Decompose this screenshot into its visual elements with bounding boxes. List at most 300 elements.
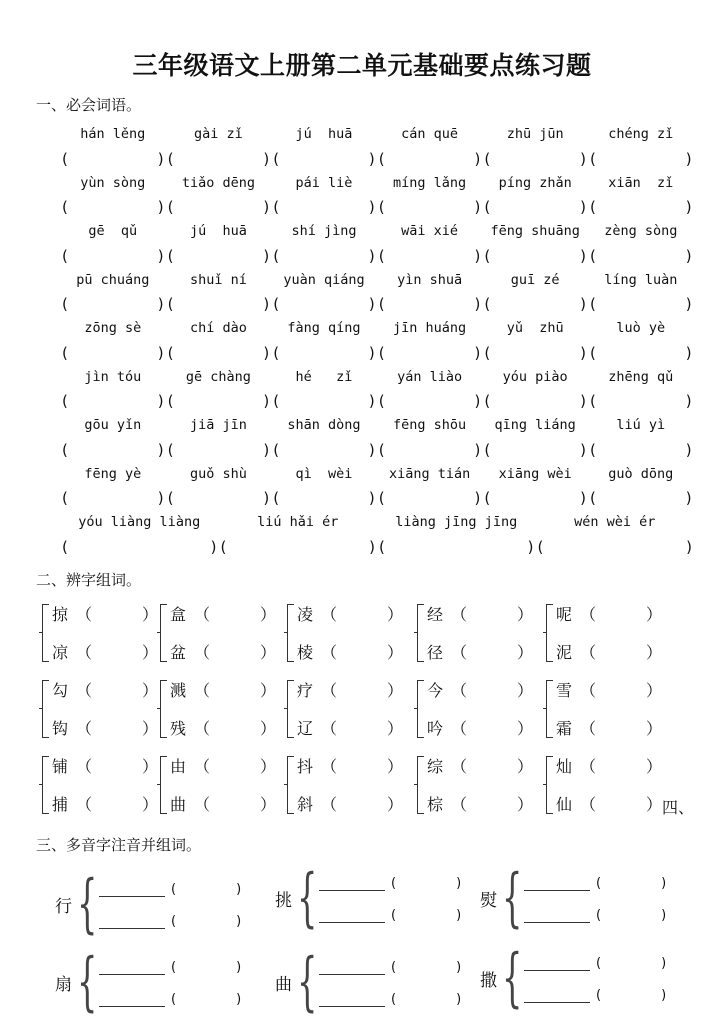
pinyin-word: wāi xié xyxy=(401,223,459,240)
word-blank-open[interactable]: （ xyxy=(76,681,93,700)
reading-row: ( ) xyxy=(524,908,666,923)
pinyin-blank[interactable] xyxy=(99,973,165,975)
word-blank-close: ） xyxy=(387,681,404,700)
answer-blank[interactable]: ( ) xyxy=(273,440,375,459)
answer-blank[interactable]: ( ) xyxy=(378,392,481,410)
word-blank-open[interactable]: （ xyxy=(194,605,211,624)
answer-blank[interactable]: ( ) xyxy=(273,343,375,362)
word-blank-close: ） xyxy=(517,719,534,738)
word-blank-open[interactable]: （ xyxy=(321,605,338,624)
word-blank-close: ） xyxy=(517,795,534,814)
char-line xyxy=(556,754,666,777)
char-line xyxy=(52,792,162,815)
curly-brace-icon: { xyxy=(502,941,523,1015)
word-blank-open[interactable]: （ xyxy=(194,643,211,662)
char: 凌 xyxy=(297,605,314,624)
char-line xyxy=(52,640,162,663)
answer-blank[interactable]: ( ) xyxy=(378,149,481,168)
pinyin-blank[interactable] xyxy=(319,973,385,975)
word-blank-open[interactable]: （ xyxy=(580,795,597,814)
pinyin-row xyxy=(60,316,694,341)
word-blank-open[interactable]: （ xyxy=(194,719,211,738)
char-pair xyxy=(417,600,537,676)
char-line xyxy=(427,602,537,625)
char: 铺 xyxy=(52,757,69,776)
char: 辽 xyxy=(297,719,314,738)
word-blank-close: ） xyxy=(260,643,277,662)
word-blank-close: ） xyxy=(646,681,663,700)
answer-blank[interactable]: ( ) xyxy=(167,246,270,265)
pinyin-word: yǔ zhū xyxy=(506,320,564,337)
pinyin-word: gē qǔ xyxy=(88,223,138,240)
left-bracket-icon xyxy=(417,680,424,738)
polyphone-char: 撒 xyxy=(480,971,497,991)
pinyin-word: yìn shuā xyxy=(397,271,463,288)
left-bracket-icon xyxy=(546,604,553,662)
reading-row: ( ) xyxy=(524,956,666,971)
word-blank-open[interactable]: （ xyxy=(451,757,468,776)
answer-blank[interactable]: ( ) xyxy=(378,198,481,216)
char: 捕 xyxy=(52,795,69,814)
answer-row xyxy=(60,147,694,171)
word-blank-open[interactable]: （ xyxy=(76,605,93,624)
char-line xyxy=(170,602,280,625)
answer-blank[interactable]: ( ) xyxy=(378,440,481,459)
pinyin-row xyxy=(60,462,694,487)
pinyin-word: xiān zǐ xyxy=(608,174,674,191)
char-line xyxy=(170,792,280,815)
answer-blank[interactable]: ( ) xyxy=(167,392,270,410)
reading-row: ( ) xyxy=(99,882,241,897)
word-blank-open[interactable]: （ xyxy=(451,795,468,814)
answer-blank[interactable]: ( ) xyxy=(167,440,270,459)
pinyin-word: fàng qíng xyxy=(287,320,361,337)
polyphone-item xyxy=(275,861,485,938)
char-line xyxy=(297,602,407,625)
char: 残 xyxy=(170,719,187,738)
answer-row xyxy=(60,341,694,365)
word-blank-close: ） xyxy=(646,605,663,624)
word-blank-close: ） xyxy=(517,757,534,776)
char-line xyxy=(556,640,666,663)
pinyin-row xyxy=(60,219,694,244)
polyphone-item xyxy=(480,941,690,1018)
answer-blank[interactable]: ( ) xyxy=(589,489,692,507)
answer-blank[interactable]: ( ) xyxy=(484,149,586,168)
word-blank-open[interactable]: （ xyxy=(321,719,338,738)
char-line xyxy=(297,640,407,663)
pinyin-blank[interactable] xyxy=(319,1005,385,1007)
pinyin-word: wén wèi ér xyxy=(574,514,656,531)
answer-blank[interactable]: ( ) xyxy=(589,440,692,459)
char-line xyxy=(427,754,537,777)
pinyin-blank[interactable] xyxy=(524,921,590,923)
char-pair xyxy=(417,676,537,752)
char-pair xyxy=(160,676,280,752)
word-blank-open[interactable]: （ xyxy=(194,681,211,700)
word-blank-close: ） xyxy=(142,643,159,662)
reading-row: ( ) xyxy=(319,908,461,923)
char-line xyxy=(556,716,666,739)
pinyin-word: jīn huáng xyxy=(393,320,467,337)
char-pair xyxy=(160,752,280,828)
curly-brace-icon: { xyxy=(502,861,523,935)
left-bracket-icon xyxy=(287,604,294,662)
pinyin-row xyxy=(60,510,694,535)
answer-blank[interactable]: ( ) xyxy=(62,392,164,410)
char-line xyxy=(297,678,407,701)
pinyin-row xyxy=(60,122,694,147)
char: 盆 xyxy=(170,643,187,662)
word-blank-close: ） xyxy=(517,605,534,624)
pinyin-word: guò dōng xyxy=(608,465,674,482)
word-blank-close: ） xyxy=(142,681,159,700)
pinyin-word: píng zhǎn xyxy=(498,174,572,191)
left-bracket-icon xyxy=(160,756,167,814)
char: 今 xyxy=(427,681,444,700)
char-line xyxy=(52,716,162,739)
pinyin-word: pái liè xyxy=(295,174,353,191)
polyphone-char: 挑 xyxy=(275,891,292,911)
curly-brace-icon: { xyxy=(77,867,98,941)
left-bracket-icon xyxy=(42,680,49,738)
pinyin-blank[interactable] xyxy=(99,927,165,929)
pinyin-word: chí dào xyxy=(189,320,247,337)
answer-blank[interactable]: ( ) xyxy=(484,295,586,313)
answer-blank[interactable]: ( ) xyxy=(589,295,692,313)
answer-blank[interactable]: ( ) xyxy=(378,489,481,507)
answer-row xyxy=(60,438,694,462)
word-blank-close: ） xyxy=(387,795,404,814)
pinyin-word: pū chuáng xyxy=(76,271,150,288)
curly-brace-icon: { xyxy=(77,945,98,1019)
left-bracket-icon xyxy=(417,604,424,662)
answer-blank[interactable]: ( ) xyxy=(379,537,534,556)
char: 钩 xyxy=(52,719,69,738)
answer-blank[interactable]: ( ) xyxy=(273,149,375,168)
answer-blank[interactable]: ( ) xyxy=(273,489,375,507)
pinyin-blank[interactable] xyxy=(524,1001,590,1003)
char: 抖 xyxy=(297,757,314,776)
pinyin-word: shuǐ ní xyxy=(189,271,247,288)
vocab-pinyin-grid xyxy=(60,122,694,559)
char: 灿 xyxy=(556,757,573,776)
answer-blank[interactable]: ( ) xyxy=(273,295,375,313)
pinyin-word: zōng sè xyxy=(84,320,142,337)
left-bracket-icon xyxy=(546,680,553,738)
answer-blank[interactable]: ( ) xyxy=(62,537,217,556)
pinyin-word: liú yì xyxy=(616,417,666,434)
pinyin-word: luò yè xyxy=(616,320,666,337)
word-blank-close: ） xyxy=(260,795,277,814)
pinyin-word: hán lěng xyxy=(80,126,146,143)
word-blank-open[interactable]: （ xyxy=(580,719,597,738)
answer-blank[interactable]: ( ) xyxy=(378,246,481,265)
answer-blank[interactable]: ( ) xyxy=(220,537,375,556)
pinyin-word: fēng shōu xyxy=(393,417,467,434)
left-bracket-icon xyxy=(546,756,553,814)
char: 凉 xyxy=(52,643,69,662)
word-blank-open[interactable]: （ xyxy=(321,643,338,662)
pinyin-word: yóu piào xyxy=(502,368,568,385)
pinyin-word: yóu liàng liàng xyxy=(78,514,201,531)
word-blank-open[interactable]: （ xyxy=(451,719,468,738)
char-line xyxy=(170,716,280,739)
word-blank-close: ） xyxy=(260,605,277,624)
reading-row: ( ) xyxy=(319,876,461,891)
char: 勾 xyxy=(52,681,69,700)
word-blank-open[interactable]: （ xyxy=(76,643,93,662)
section2-heading: 二、辨字组词。 xyxy=(36,571,142,589)
word-blank-open[interactable]: （ xyxy=(76,795,93,814)
pinyin-word: cán quē xyxy=(401,126,459,143)
word-blank-open[interactable]: （ xyxy=(321,795,338,814)
section3-heading: 三、多音字注音并组词。 xyxy=(36,836,202,854)
answer-blank[interactable]: ( ) xyxy=(537,537,692,556)
char: 雪 xyxy=(556,681,573,700)
pinyin-blank[interactable] xyxy=(524,889,590,891)
answer-row xyxy=(60,486,694,510)
polyphone-item xyxy=(275,945,485,1022)
answer-blank[interactable]: ( ) xyxy=(273,198,375,216)
word-blank-close: ） xyxy=(260,681,277,700)
char-pair xyxy=(42,600,162,676)
word-blank-open[interactable]: （ xyxy=(580,643,597,662)
pinyin-word: jìn tóu xyxy=(84,368,142,385)
word-blank-open[interactable]: （ xyxy=(194,757,211,776)
pinyin-word: gài zǐ xyxy=(194,126,243,143)
char-pair xyxy=(287,676,407,752)
pinyin-word: guǒ shù xyxy=(189,465,247,482)
char: 斜 xyxy=(297,795,314,814)
reading-row: ( ) xyxy=(99,914,241,929)
answer-blank[interactable]: ( ) xyxy=(484,440,586,459)
curly-brace-icon: { xyxy=(297,945,318,1019)
char: 泥 xyxy=(556,643,573,662)
word-blank-open[interactable]: （ xyxy=(580,605,597,624)
char: 经 xyxy=(427,605,444,624)
word-blank-open[interactable]: （ xyxy=(321,757,338,776)
word-blank-open[interactable]: （ xyxy=(76,719,93,738)
answer-row xyxy=(60,535,694,559)
answer-blank[interactable]: ( ) xyxy=(62,246,164,265)
pinyin-word: hé zǐ xyxy=(295,368,353,385)
word-blank-open[interactable]: （ xyxy=(580,757,597,776)
pinyin-word: zhū jūn xyxy=(506,126,564,143)
reading-row: ( ) xyxy=(524,988,666,1003)
answer-blank[interactable]: ( ) xyxy=(484,246,586,265)
word-blank-close: ） xyxy=(260,719,277,738)
word-blank-open[interactable]: （ xyxy=(451,605,468,624)
answer-blank[interactable]: ( ) xyxy=(589,149,692,168)
section1-heading: 一、必会词语。 xyxy=(36,96,142,114)
char-line xyxy=(52,678,162,701)
pinyin-blank[interactable] xyxy=(319,921,385,923)
pinyin-blank[interactable] xyxy=(524,969,590,971)
answer-row xyxy=(60,292,694,316)
pinyin-word: zèng sòng xyxy=(604,223,678,240)
pinyin-word: gōu yǐn xyxy=(84,417,142,434)
char: 曲 xyxy=(170,795,187,814)
trailing-section-marker: 四、 xyxy=(662,798,695,817)
pinyin-word: fēng yè xyxy=(84,465,142,482)
left-bracket-icon xyxy=(42,604,49,662)
word-blank-close: ） xyxy=(517,643,534,662)
polyphone-item xyxy=(480,861,690,938)
answer-blank[interactable]: ( ) xyxy=(484,392,586,410)
pinyin-word: fēng shuāng xyxy=(490,223,580,240)
pinyin-word: chéng zǐ xyxy=(608,126,674,143)
word-blank-close: ） xyxy=(387,719,404,738)
answer-blank[interactable]: ( ) xyxy=(62,440,164,459)
answer-blank[interactable]: ( ) xyxy=(273,392,375,410)
word-blank-close: ） xyxy=(142,605,159,624)
pinyin-word: xiāng tián xyxy=(388,465,471,482)
char: 棕 xyxy=(427,795,444,814)
char-pair xyxy=(546,752,666,828)
polyphone-char: 曲 xyxy=(275,975,292,995)
char-line xyxy=(170,754,280,777)
char-pair xyxy=(160,600,280,676)
answer-row xyxy=(60,195,694,219)
char-line xyxy=(427,678,537,701)
reading-row: ( ) xyxy=(99,992,241,1007)
left-bracket-icon xyxy=(160,604,167,662)
word-blank-close: ） xyxy=(142,757,159,776)
word-blank-open[interactable]: （ xyxy=(76,757,93,776)
answer-blank[interactable]: ( ) xyxy=(589,343,692,362)
answer-row xyxy=(60,244,694,268)
pinyin-word: jiā jīn xyxy=(189,417,247,434)
char-pair xyxy=(546,676,666,752)
word-blank-close: ） xyxy=(142,719,159,738)
answer-blank[interactable]: ( ) xyxy=(589,392,692,410)
answer-blank[interactable]: ( ) xyxy=(273,246,375,265)
char-line xyxy=(170,640,280,663)
answer-blank[interactable]: ( ) xyxy=(484,343,586,362)
answer-blank[interactable]: ( ) xyxy=(167,489,270,507)
pinyin-word: qīng liáng xyxy=(494,417,576,434)
word-blank-close: ） xyxy=(646,757,663,776)
reading-row: ( ) xyxy=(319,960,461,975)
char-line xyxy=(297,716,407,739)
pinyin-blank[interactable] xyxy=(99,1005,165,1007)
char-line xyxy=(427,716,537,739)
char-line xyxy=(297,754,407,777)
pinyin-word: liàng jīng jīng xyxy=(395,514,518,531)
word-blank-close: ） xyxy=(646,795,663,814)
word-blank-close: ） xyxy=(142,795,159,814)
polyphone-item xyxy=(55,945,265,1022)
answer-blank[interactable]: ( ) xyxy=(62,489,164,507)
curly-brace-icon: { xyxy=(297,861,318,935)
char-line xyxy=(556,602,666,625)
reading-row: ( ) xyxy=(524,876,666,891)
char: 盒 xyxy=(170,605,187,624)
char: 棱 xyxy=(297,643,314,662)
answer-blank[interactable]: ( ) xyxy=(62,198,164,216)
answer-blank[interactable]: ( ) xyxy=(589,246,692,265)
pinyin-word: yán liào xyxy=(397,368,463,385)
char-line xyxy=(297,792,407,815)
left-bracket-icon xyxy=(42,756,49,814)
left-bracket-icon xyxy=(417,756,424,814)
word-blank-open[interactable]: （ xyxy=(451,643,468,662)
answer-blank[interactable]: ( ) xyxy=(167,149,270,168)
answer-blank[interactable]: ( ) xyxy=(167,198,270,216)
pinyin-blank[interactable] xyxy=(319,889,385,891)
word-blank-open[interactable]: （ xyxy=(580,681,597,700)
char: 疗 xyxy=(297,681,314,700)
pinyin-word: gē chàng xyxy=(185,368,251,385)
char-line xyxy=(556,792,666,815)
answer-blank[interactable]: ( ) xyxy=(62,343,164,362)
answer-blank[interactable]: ( ) xyxy=(378,295,481,313)
pinyin-blank[interactable] xyxy=(99,895,165,897)
pinyin-row xyxy=(60,365,694,390)
char-pair xyxy=(546,600,666,676)
pinyin-word: yùn sòng xyxy=(80,174,146,191)
left-bracket-icon xyxy=(287,680,294,738)
pinyin-word: xiāng wèi xyxy=(498,465,572,482)
reading-row: ( ) xyxy=(319,992,461,1007)
answer-blank[interactable]: ( ) xyxy=(62,295,164,313)
word-blank-close: ） xyxy=(646,719,663,738)
answer-blank[interactable]: ( ) xyxy=(484,198,586,216)
answer-blank[interactable]: ( ) xyxy=(62,149,164,168)
char-line xyxy=(52,602,162,625)
char: 仙 xyxy=(556,795,573,814)
char: 综 xyxy=(427,757,444,776)
pinyin-word: jú huā xyxy=(189,223,247,240)
char-pair xyxy=(287,752,407,828)
char-pair xyxy=(417,752,537,828)
answer-blank[interactable]: ( ) xyxy=(484,489,586,507)
word-blank-open[interactable]: （ xyxy=(451,681,468,700)
char: 掠 xyxy=(52,605,69,624)
char-line xyxy=(427,792,537,815)
pinyin-row xyxy=(60,268,694,293)
pinyin-word: míng lǎng xyxy=(393,174,467,191)
pinyin-word: liú hǎi ér xyxy=(257,514,339,531)
polyphone-char: 熨 xyxy=(480,891,497,911)
word-blank-close: ） xyxy=(387,757,404,776)
char: 呢 xyxy=(556,605,573,624)
answer-blank[interactable]: ( ) xyxy=(589,198,692,216)
pinyin-word: qì wèi xyxy=(295,465,353,482)
char-pair xyxy=(42,752,162,828)
word-blank-open[interactable]: （ xyxy=(194,795,211,814)
pinyin-word: jú huā xyxy=(295,126,353,143)
pinyin-word: shí jìng xyxy=(291,223,357,240)
left-bracket-icon xyxy=(160,680,167,738)
worksheet-title: 三年级语文上册第二单元基础要点练习题 xyxy=(132,51,592,80)
char-line xyxy=(556,678,666,701)
answer-blank[interactable]: ( ) xyxy=(167,343,270,362)
char-pair xyxy=(287,600,407,676)
answer-blank[interactable]: ( ) xyxy=(378,343,481,362)
pinyin-word: zhēng qǔ xyxy=(608,368,674,385)
reading-row: ( ) xyxy=(99,960,241,975)
word-blank-open[interactable]: （ xyxy=(321,681,338,700)
pinyin-word: yuàn qiáng xyxy=(283,271,365,288)
polyphone-char: 行 xyxy=(55,897,72,917)
answer-blank[interactable]: ( ) xyxy=(167,295,270,313)
polyphone-char: 扇 xyxy=(55,975,72,995)
pinyin-word: guī zé xyxy=(510,271,560,288)
left-bracket-icon xyxy=(287,756,294,814)
pinyin-word: líng luàn xyxy=(604,271,678,288)
